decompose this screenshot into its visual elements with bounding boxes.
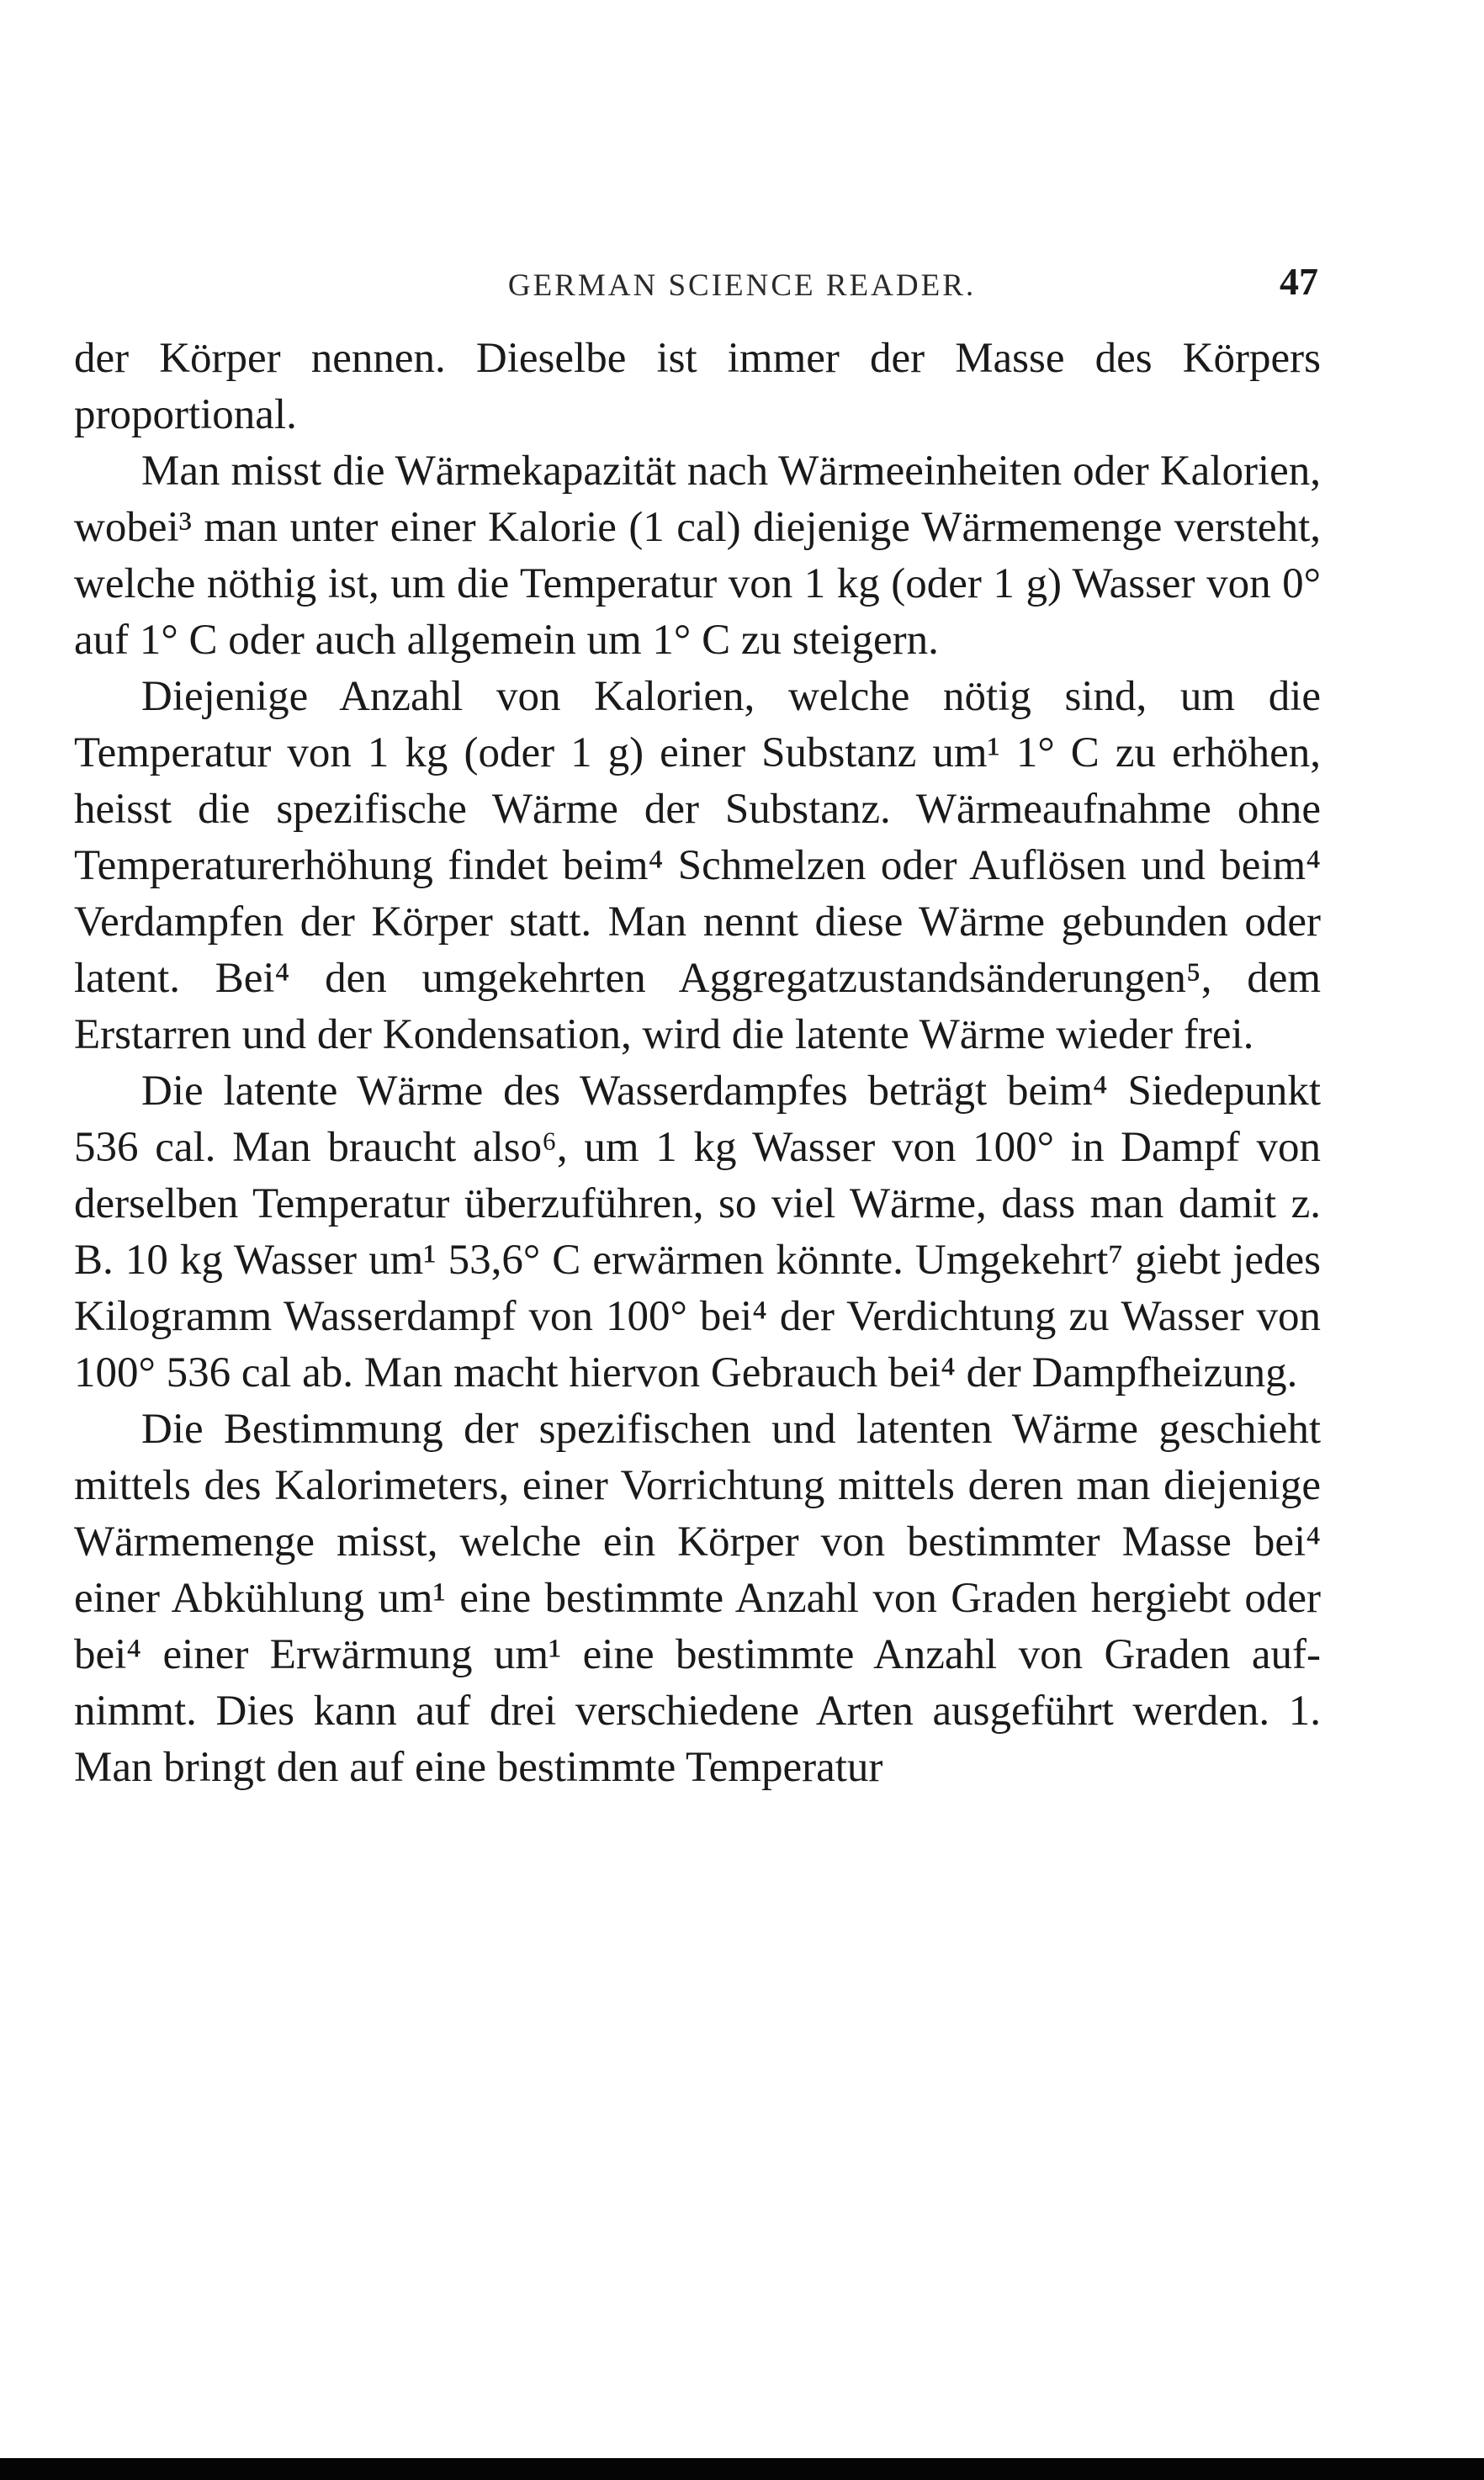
paragraph-5: Die Bestimmung der spezifischen und latenten Wärme geschieht mittels des Kalorimeters, einer Vorrichtung mittels deren man diejenige Wärmemenge misst, welche ein Körper von bestimmter Masse bei⁴ einer Abkühlung um¹ eine bestimmte Anzahl von Graden hergiebt oder bei⁴ einer Erwärmung um¹ eine bestimmte Anzahl von Graden aufnimmt. Dies kann auf drei verschiedene Arten ausgeführt werden. 1. Man bringt den auf eine bestimmte Temperatur	[74, 1406, 1321, 1791]
paragraph-4: Die latente Wärme des Wasserdampfes beträgt beim⁴ Siedepunkt 536 cal. Man braucht also⁶, um 1 kg Wasser von 100° in Dampf von derselben Temperatur überzuführen, so viel Wärme, dass man damit z. B. 10 kg Wasser um¹ 53,6° C erwärmen könnte. Umgekehrt⁷ giebt jedes Kilogramm Wasserdampf von 100° bei⁴ der Verdichtung zu Wasser von 100° 536 cal ab. Man macht hiervon Gebrauch bei⁴ der Dampfheizung.	[74, 1068, 1321, 1396]
paragraph-3: Diejenige Anzahl von Kalorien, welche nötig sind, um die Temperatur von 1 kg (oder 1 g) einer Substanz um¹ 1° C zu erhöhen, heisst die spezifische Wärme der Substanz. Wärmeaufnahme ohne Temperaturerhöhung findet beim⁴ Schmelzen oder Auflösen und beim⁴ Verdampfen der Körper statt. Man nennt diese Wärme gebunden oder latent. Bei⁴ den umgekehrten Aggregatzustandsänderungen⁵, dem Erstarren und der Kondensation, wird die latente Wärme wieder frei.	[74, 673, 1321, 1058]
running-title: GERMAN SCIENCE READER.	[507, 268, 977, 303]
paragraph-1: der Körper nennen. Dieselbe ist immer der Masse des Körpers proportional.	[74, 335, 1321, 438]
running-head	[0, 259, 1484, 310]
body-text	[74, 331, 1321, 1796]
scan-bottom-edge	[0, 2458, 1484, 2480]
paragraph-2: Man misst die Wärmekapazität nach Wärmeeinheiten oder Kalorien, wobei³ man unter einer Kalorie (1 cal) diejenige Wärmemenge versteht, welche nöthig ist, um die Temperatur von 1 kg (oder 1 g) Wasser von 0° auf 1° C oder auch allgemein um 1° C zu steigern.	[74, 448, 1321, 664]
page-number: 47	[1280, 260, 1318, 303]
